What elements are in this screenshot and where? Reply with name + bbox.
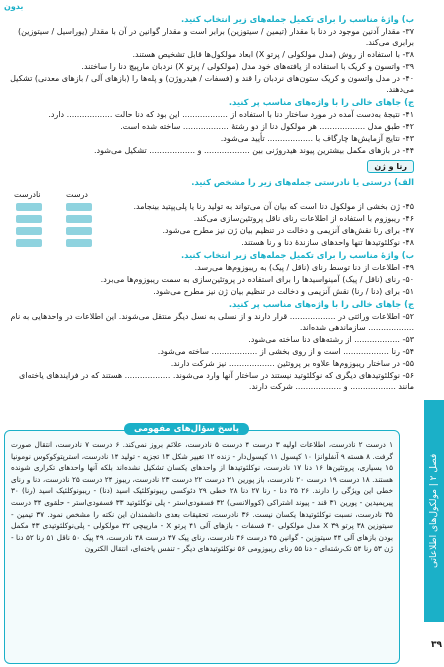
true-checkbox-45[interactable] [66, 203, 92, 211]
chapter-title: فصل ۲ | مولکول‌های اطلاعاتی [429, 453, 439, 569]
question-46: ۴۶- ریبوزوم با استفاده از اطلاعات رنای ناقل پروتئین‌سازی می‌کند. [193, 214, 414, 223]
question-50: ۵۰- رنای (ناقل / پیک) آمینواسیدها را برای استفاده در پروتئین‌سازی به سمت ریبوزوم‌ها می‌برد. [100, 275, 414, 284]
answers-text: ۱ درست ۲ نادرست، اطلاعات اولیه ۳ درست ۴ درست ۵ نادرست، علائم بروز نمی‌کند. ۶ درست ۷ نادرست، انتقال صورت گرفت. ۸ هسته ۹ آنفلوانزا ۱۰ کپسول ۱۱ کپسول‌دار - زنده ۱۲ تغییر شکل ۱۳ تجزیه - تولید ۱۴ نادرست، استرپتوکوکوس نومونیا ۱۵ بسیاری، پروتئین‌ها ۱۶ دنا ۱۷ نادرست، نوکلئوتیدها از واحدهای یکسان تشکیل نشده‌اند بلکه آنها واحدهای تکراری شونده هستند. ۱۸ درست ۱۹ درست ۲۰ نادرست، باز پورین ۲۱ درست ۲۲ درست ۲۳ نادرست، ریبوز ۲۴ درست ۲۵ نادرست، دنا و رنای خطی این ویژگی را دارند. ۲۶ ۲۵ دنا - رنا ۲۷ دنا ۲۸ خطی ۲۹ دئوکسی ریبونوکلئیک اسید (دنا) - ریبونوکلئیک اسید (رنا) ۳۰ پیریمیدین - پورین ۳۱ قند - پیوند اشتراکی (کووالانسی) ۳۲ فسفودی‌استر - پلی نوکلئوتید ۳۳ فسفودی‌استر - حلقوی ۳۴ درست ۳۵ نادرست، نسبت نوکلئوتیدها یکسان نیست. ۳۶ نادرست، تحقیقات بعدی دانشمندان این نکته را مشخص نمود. ۳۷ تیمین - سیتوزین ۳۸ پرتو X ۳۹ مدل مولکولی ۴۰ فسفات - بازهای آلی ۴۱ پرتو X - مارپیچی ۴۲ مولکولی - پلی‌نوکلئوتیدی ۴۳ مکمل بودن بازهای آلی ۴۴ سیتوزین - گوانین ۴۵ درست ۴۶ نادرست، رنای پیک ۴۷ درست ۴۸ نادرست، ۴۹ پیک ۵۰ ناقل ۵۱ رنا ۵۲ دنا - ژن ۵۳ رنا ۵۴ تک‌رشته‌ای - دنا ۵۵ رنای ریبوزومی ۵۶ نوکلئوتیدهای دیگر - تنفس یاخته‌ای، انتقال الکترون [11, 440, 393, 554]
question-38: ۳۸- با استفاده از روش (مدل مولکولی / پرتو X) ابعاد مولکول‌ها قابل تشخیص هستند. [132, 50, 414, 59]
question-37: ۳۷- مقدار آدنین موجود در دنا با مقدار (تیمین / سیتوزین) برابر است و مقدار گوانین در آن با مقدار (یوراسیل / سیتوزین) برابری می‌کند. [18, 27, 414, 47]
question-45: ۴۵- ژن بخشی از مولکول دنا است که بیان آن می‌تواند به تولید رنا یا پلی‌پپتید بینجامد. [133, 202, 414, 211]
question-47-row [4, 225, 414, 236]
question-56: ۵۶- نوکلئوتیدهای دیگری که نوکلئوتید نیستند در ساختار آنها وارد می‌شوند. .................. هستند که در فرایندهای یاخته‌ای مانند .................. و .................. شرکت دارند. [18, 371, 414, 391]
section-b1-title: ب) واژهٔ مناسب را برای تکمیل جمله‌های زیر انتخاب کنید. [180, 14, 414, 24]
true-false-header [4, 189, 414, 201]
false-checkbox-45[interactable] [16, 203, 42, 211]
section-b2-title: ب) واژهٔ مناسب را برای تکمیل جمله‌های زیر انتخاب کنید. [180, 250, 414, 260]
false-checkbox-47[interactable] [16, 227, 42, 235]
false-checkbox-48[interactable] [16, 239, 42, 247]
questions-content [4, 12, 414, 393]
question-51: ۵۱- برای (دنا / رنا) نقش آنزیمی و دخالت در تنظیم بیان ژن نیز مطرح می‌شود. [153, 287, 414, 296]
question-55: ۵۵- در ساختار ریبوزوم‌ها علاوه بر پروتئین .................. نیز شرکت دارند. [170, 359, 414, 368]
question-48: ۴۸- نوکلئوتیدها تنها واحدهای سازندهٔ دنا و رنا هستند. [241, 238, 414, 247]
question-48-row [4, 237, 414, 248]
question-53: ۵۳- .................. از رشته‌های دنا ساخته می‌شود. [248, 335, 414, 344]
section-c2-title: ج) جاهای خالی را با واژه‌های مناسب پر کنید. [228, 299, 414, 309]
question-52: ۵۲- اطلاعات وراثتی در .................. قرار دارند و از نسلی به نسل دیگر منتقل می‌شوند. این اطلاعات در واحدهایی به نام .................. سازماندهی شده‌اند. [10, 312, 414, 332]
answers-title: پاسخ سؤال‌های مفهومی [124, 423, 249, 435]
question-43: ۴۳- نتایج آزمایش‌ها چارگاف با .................. تأیید می‌شود. [220, 134, 414, 143]
true-checkbox-48[interactable] [66, 239, 92, 247]
question-46-row [4, 213, 414, 224]
page-number: ۳۹ [431, 640, 442, 650]
false-label: نادرست [14, 190, 41, 199]
question-45-row [4, 201, 414, 212]
question-40: ۴۰- در مدل واتسون و کریک ستون‌های نردبان را قند و (فسفات / هیدروژن) و پله‌ها را (بازهای آلی / بازهای معدنی) تشکیل می‌دهند. [10, 74, 414, 94]
section-c1-title: ج) جاهای خالی را با واژه‌های مناسب پر کنید. [228, 97, 414, 107]
answers-box [4, 424, 400, 664]
true-checkbox-46[interactable] [66, 215, 92, 223]
true-checkbox-47[interactable] [66, 227, 92, 235]
question-39: ۳۹- واتسون و کریک با استفاده از یافته‌های خود مدل (مولکولی / پرتو X) نردبان مارپیچ دنا را ساختند. [81, 62, 414, 71]
section-a-title: الف) درستی یا نادرستی جمله‌های زیر را مشخص کنید. [191, 177, 414, 187]
true-label: درست [66, 190, 88, 199]
question-47: ۴۷- برای رنا نقش‌های آنزیمی و دخالت در تنظیم بیان ژن نیز مطرح می‌شود. [162, 226, 414, 235]
question-41: ۴۱- نتیجهٔ به‌دست آمده در مورد ساختار دنا با استفاده از .................. این بود که دنا حالت .................. دارد. [48, 110, 414, 119]
question-44: ۴۴- در بازهای مکمل بیشترین پیوند هیدروژنی بین .................. و .................. تشکیل می‌شود. [94, 146, 414, 155]
publisher-logo: بدون [4, 2, 24, 11]
question-49: ۴۹- اطلاعات از دنا توسط رنای (ناقل / پیک) به ریبوزوم‌ها می‌رسد. [194, 263, 414, 272]
question-54: ۵۴- رنا .................. است و از روی بخشی از .................. ساخته می‌شود. [157, 347, 414, 356]
section-2-tag: رنا و ژن [367, 160, 414, 173]
false-checkbox-46[interactable] [16, 215, 42, 223]
question-42: ۴۲- طبق مدل .................. هر مولکول دنا از دو رشتهٔ .................. ساخته شده است. [120, 122, 414, 131]
